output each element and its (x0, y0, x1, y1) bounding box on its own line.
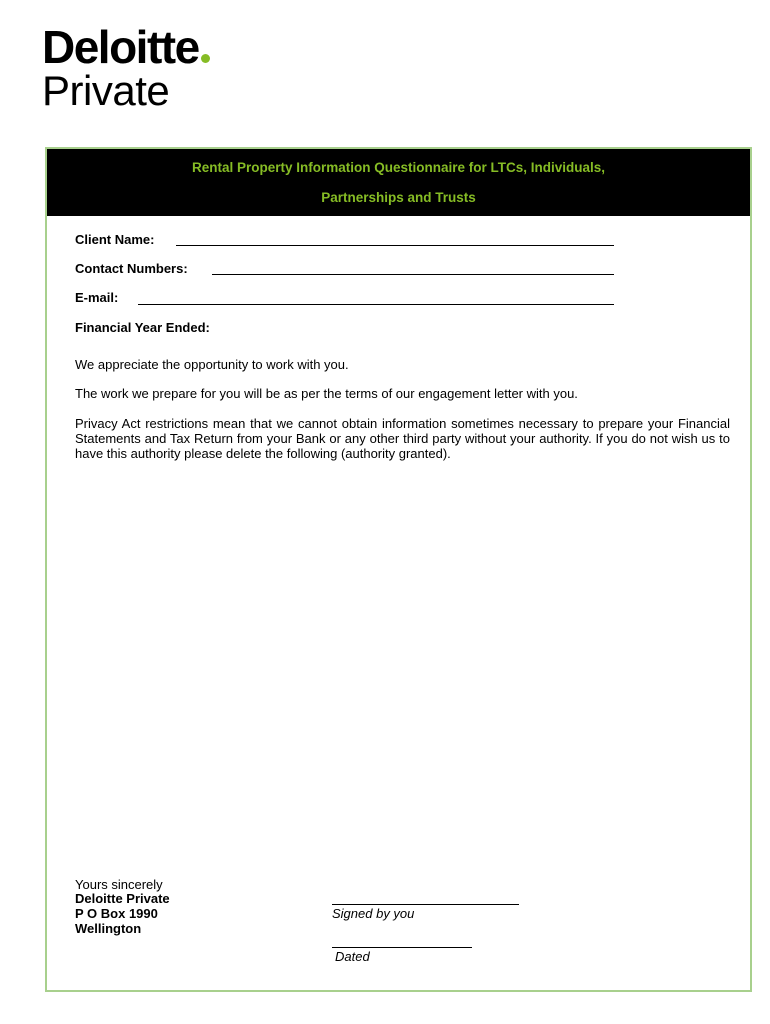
contact-numbers-label: Contact Numbers: (75, 261, 188, 276)
signature-line[interactable] (332, 904, 519, 905)
questionnaire-frame (45, 147, 752, 992)
contact-numbers-line[interactable] (212, 274, 614, 275)
client-name-label: Client Name: (75, 232, 155, 247)
privacy-paragraph: Privacy Act restrictions mean that we cannot obtain information sometimes necessary to prepare your Financial Statements and Tax Return from your Bank or any other third party without your authority. If you do not wish us to have this authority please delete the following (authority granted). (75, 416, 730, 461)
firm-name: Deloitte Private (75, 891, 170, 906)
po-box: P O Box 1990 (75, 906, 158, 921)
salutation: Yours sincerely (75, 877, 163, 892)
deloitte-private-logo (42, 21, 210, 114)
banner-title-line2: Partnerships and Trusts (321, 190, 476, 205)
logo-brand: Deloitte (42, 24, 210, 70)
intro-paragraph: We appreciate the opportunity to work with you. (75, 357, 349, 372)
dated-label: Dated (335, 949, 370, 964)
engagement-paragraph: The work we prepare for you will be as per the terms of our engagement letter with you. (75, 386, 578, 401)
client-name-line[interactable] (176, 245, 614, 246)
title-banner (47, 149, 750, 216)
logo-green-dot (201, 54, 210, 63)
banner-title-line1: Rental Property Information Questionnaire for LTCs, Individuals, (191, 160, 606, 175)
financial-year-label: Financial Year Ended: (75, 320, 210, 335)
signed-by-you-label: Signed by you (332, 906, 415, 921)
date-line[interactable] (332, 947, 472, 948)
email-label: E-mail: (75, 290, 119, 305)
city: Wellington (75, 921, 142, 936)
email-line[interactable] (138, 304, 614, 305)
logo-subtitle: Private (42, 67, 170, 114)
